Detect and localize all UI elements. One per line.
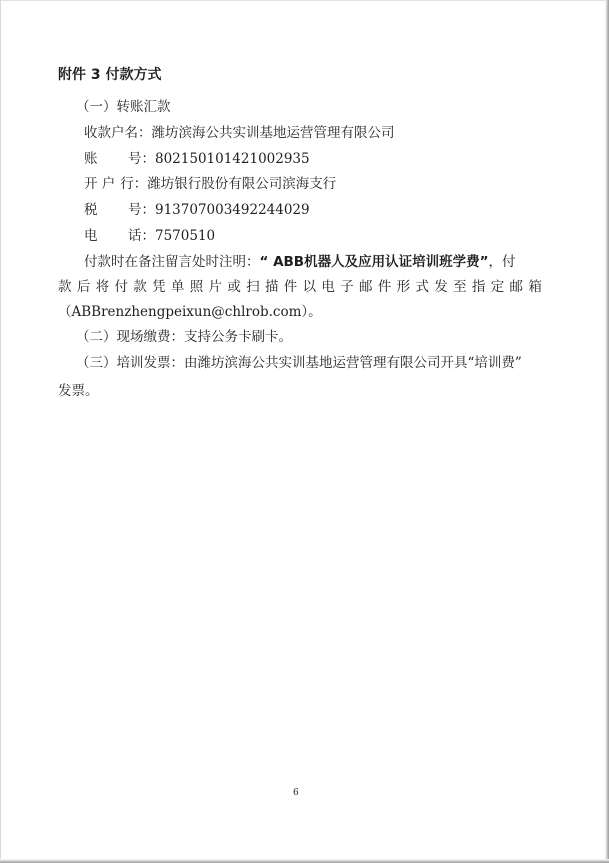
note-char: 后 <box>76 279 91 295</box>
note-char: 扫 <box>246 279 260 295</box>
page-edge-right <box>605 0 609 863</box>
phone-row <box>84 227 215 245</box>
bank-row <box>84 175 336 193</box>
section3-invoice-line1: （三）培训发票：由潍坊滨海公共实训基地运营管理有限公司开具“培训费” <box>76 355 522 371</box>
section2-onsite-payment: （二）现场缴费：支持公务卡刷卡。 <box>76 329 292 345</box>
payment-note-line2 <box>58 278 542 296</box>
bank-label-a: 开 户 <box>84 176 116 192</box>
page-number: 6 <box>293 788 299 798</box>
note-char: 将 <box>95 279 110 295</box>
page-edge-left <box>0 0 1 863</box>
note-char: 指 <box>471 279 486 295</box>
account-label-a: 账 <box>84 151 98 167</box>
note-char: 凭 <box>152 279 166 295</box>
phone-label-a: 电 <box>84 228 98 244</box>
payee-value: 潍坊滨海公共实训基地运营管理有限公司 <box>151 125 395 141</box>
account-value: 802150101421002935 <box>155 151 310 167</box>
phone-value: 7570510 <box>155 228 216 244</box>
bank-value: 潍坊银行股份有限公司滨海支行 <box>147 176 337 192</box>
page-edge-bottom <box>0 859 609 863</box>
note-char: 子 <box>340 279 354 295</box>
note-char: 描 <box>264 279 279 295</box>
note-char: 件 <box>283 279 298 295</box>
note-char: 或 <box>227 279 241 295</box>
payment-note-email: （ABBrenzhengpeixun@chlrob.com）。 <box>58 304 322 320</box>
tax-label-b: 号： <box>128 202 155 218</box>
note-char: 形 <box>396 279 411 295</box>
payee-row <box>84 124 395 142</box>
section3-invoice-line2: 发票。 <box>58 383 99 399</box>
note-char: 邮 <box>359 279 373 295</box>
tax-label-a: 税 <box>84 202 98 218</box>
attachment-heading: 附件 3 付款方式 <box>58 67 162 83</box>
account-label-b: 号： <box>128 151 155 167</box>
tax-row <box>84 201 310 219</box>
tax-value: 913707003492244029 <box>155 202 310 218</box>
note-char: 式 <box>415 279 429 295</box>
phone-label-b: 话： <box>128 228 155 244</box>
note-char: 发 <box>434 279 448 295</box>
section1-title: （一）转账汇款 <box>76 99 171 115</box>
bank-label-b: 行： <box>120 176 148 192</box>
note-char: 至 <box>453 279 467 295</box>
note-char: 片 <box>208 279 222 295</box>
note-suffix: ，付 <box>488 254 516 270</box>
note-prefix: 付款时在备注留言处时注明： <box>84 254 260 270</box>
note-char: 箱 <box>528 279 542 295</box>
note-char: 以 <box>302 279 317 295</box>
note-char: 电 <box>321 279 335 295</box>
page-edge-top <box>0 0 609 1</box>
note-char: 款 <box>58 279 72 295</box>
note-char: 定 <box>490 279 505 295</box>
note-char: 付 <box>114 279 128 295</box>
note-char: 款 <box>133 279 147 295</box>
note-char: 照 <box>189 279 204 295</box>
account-row <box>84 150 310 168</box>
note-char: 邮 <box>509 279 523 295</box>
note-bold-course-name: “ ABB机器人及应用认证培训班学费” <box>259 254 489 270</box>
payment-note-line1 <box>84 253 515 271</box>
note-char: 件 <box>377 279 392 295</box>
payee-label: 收款户名： <box>84 125 152 141</box>
note-char: 单 <box>170 279 185 295</box>
